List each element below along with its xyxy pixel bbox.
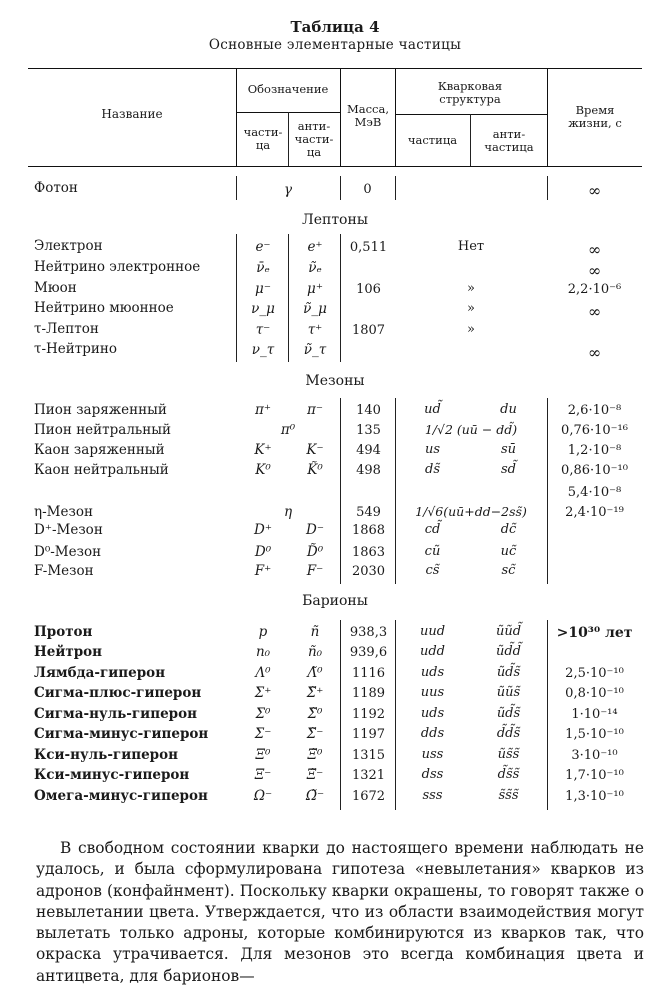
meson-quark-particle: cd̃: [424, 522, 441, 537]
baryon-quark-particle: uss: [421, 747, 444, 762]
body-paragraph: В свободном состоянии кварки до настоящего времени наблюдать не удалось, и была сформулирована гипотеза «невылетания» кварков из адронов (конфайнмент). Поскольку кварки окрашены, то говорят также о невылетании цвета. Утверждается, что из области взаимодействия могут вылетать только адроны, которые комбинируются из кварков так, что окраска утрачивается. Для мезонов это всегда комбинация цвета и антицвета, для барионов—: [36, 839, 644, 985]
lepton-antiparticle: ν̃ₑ: [308, 260, 322, 276]
col-divider-quark: [470, 114, 471, 166]
baryon-lifetime: 3·10⁻¹⁰: [571, 748, 618, 763]
baryon-quark-antiparticle: ũd̃d̃: [495, 644, 522, 659]
lepton-col-rule-3: [340, 234, 341, 362]
baryon-quark-particle: uud: [419, 624, 446, 639]
baryon-quark-antiparticle: ũũs̃: [496, 685, 521, 700]
baryon-lifetime: 2,5·10⁻¹⁰: [565, 666, 624, 681]
lepton-name: Мюон: [34, 280, 77, 296]
baryon-name: Сигма-плюс-гиперон: [34, 685, 202, 701]
meson-mass: 140: [356, 403, 381, 418]
baryon-quark-antiparticle: s̃s̃s̃: [498, 788, 519, 803]
meson-quark-particle: us: [424, 442, 441, 457]
meson-mass: 135: [356, 423, 381, 438]
baryon-name: Кси-нуль-гиперон: [34, 747, 179, 763]
baryon-lifetime: 1,5·10⁻¹⁰: [565, 727, 624, 742]
meson-mass: 498: [356, 463, 381, 478]
lepton-name: τ-Нейтрино: [34, 341, 118, 357]
photon-mass: 0: [363, 182, 372, 197]
baryon-quark-particle: udd: [419, 644, 446, 659]
baryon-quark-antiparticle: ũũd̃: [495, 624, 522, 639]
col-divider-4: [547, 68, 548, 166]
lepton-name: Нейтрино мюонное: [34, 300, 174, 316]
lepton-particle: ν̄ₑ: [256, 260, 270, 276]
baryon-quark-antiparticle: ũs̃s̃: [497, 747, 520, 762]
header-quark-particle: частица: [407, 133, 458, 147]
meson-lifetime: 2,4·10⁻¹⁹: [565, 505, 624, 520]
lepton-lifetime: ∞: [587, 302, 602, 321]
meson-particle: D⁺: [254, 522, 272, 538]
meson-antiparticle: D⁻: [306, 522, 324, 538]
meson-name: Каон заряженный: [34, 442, 165, 458]
meson-quark-antiparticle: dc̃: [500, 522, 517, 537]
baryon-antiparticle: ñ₀: [307, 644, 323, 660]
baryon-mass: 938,3: [349, 625, 388, 640]
baryon-lifetime: 1,7·10⁻¹⁰: [565, 768, 624, 783]
baryon-col-rule-life: [547, 620, 548, 810]
lepton-col-rule-1: [236, 234, 237, 362]
header-name: Название: [101, 107, 163, 121]
header-quark-structure: Кварковая структура: [437, 79, 503, 106]
lepton-lifetime: ∞: [587, 240, 602, 259]
meson-mass: 494: [356, 443, 381, 458]
meson-antiparticle: π⁻: [307, 402, 323, 418]
table-title: Таблица 4: [290, 18, 380, 36]
meson-particle: D⁰: [254, 544, 272, 560]
meson-antiparticle: K̃⁰: [307, 462, 323, 478]
baryon-antiparticle: Σ̃⁻: [306, 726, 324, 742]
header-particle: части-ца: [243, 125, 283, 152]
baryon-name: Протон: [34, 624, 93, 640]
lepton-name: Нейтрино электронное: [34, 259, 201, 275]
lepton-col-rule-2: [288, 234, 289, 362]
baryon-particle: Σ⁰: [255, 706, 271, 722]
baryon-quark-particle: uus: [420, 685, 445, 700]
lepton-mass: 106: [356, 282, 381, 297]
meson-mass: 2030: [351, 564, 386, 579]
meson-particle: F⁺: [254, 563, 272, 579]
header-bottom-rule: [28, 166, 642, 167]
meson-col-rule-life: [547, 398, 548, 584]
meson-quark-particle: ds̃: [425, 462, 440, 477]
baryon-col-rule-quark: [395, 620, 396, 810]
baryon-quark-particle: sss: [422, 788, 443, 803]
baryon-particle: Ω⁻: [253, 788, 273, 804]
col-divider-2: [340, 68, 341, 166]
lepton-lifetime: ∞: [587, 343, 602, 362]
baryon-mass: 1321: [351, 768, 386, 783]
meson-quark-particle: 1/√6(uū+dd−2ss̃): [415, 504, 527, 519]
meson-col-rule-mass: [340, 398, 341, 584]
meson-col-rule-quark: [395, 398, 396, 584]
baryon-quark-antiparticle: d̃d̃s̃: [496, 726, 521, 741]
baryon-name: Лямбда-гиперон: [34, 665, 166, 681]
meson-name: Каон нейтральный: [34, 462, 169, 478]
lepton-lifetime: ∞: [587, 261, 602, 280]
meson-quark-antiparticle: sd̃: [501, 462, 516, 477]
col-divider-designation: [288, 112, 289, 166]
photon-symbol: γ: [283, 182, 293, 198]
meson-antiparticle: D̃⁰: [306, 544, 324, 560]
lepton-quark: »: [467, 301, 475, 316]
lepton-mass: 0,511: [349, 240, 388, 255]
header-lifetime: Время жизни, с: [568, 103, 622, 130]
meson-quark-particle: cs̃: [425, 563, 440, 578]
meson-quark-particle: cũ: [424, 544, 441, 559]
lepton-lifetime: 2,2·10⁻⁶: [567, 282, 622, 297]
lepton-antiparticle: μ⁺: [307, 281, 323, 297]
baryon-mass: 1197: [351, 727, 386, 742]
lepton-name: τ-Лептон: [34, 321, 99, 337]
header-mass: Масса, МэВ: [346, 102, 390, 129]
baryon-quark-particle: uds: [420, 706, 445, 721]
baryon-lifetime: >10³⁰ лет: [556, 625, 633, 641]
photon-lifetime: ∞: [587, 181, 602, 200]
lepton-particle: ν_μ: [251, 301, 275, 317]
lepton-antiparticle: ν̃_τ: [303, 342, 327, 358]
baryon-particle: Σ⁻: [254, 726, 272, 742]
baryon-antiparticle: Ξ̃⁰: [307, 747, 323, 763]
section-leptons: Лептоны: [302, 212, 368, 228]
meson-quark-particle: ud̃: [424, 402, 441, 417]
meson-quark-antiparticle: uc̃: [500, 544, 517, 559]
meson-quark-particle: 1/√2 (uū − dd̃): [424, 422, 518, 437]
header-designation: Обозначение: [247, 82, 329, 96]
meson-name: F-Мезон: [34, 563, 94, 579]
section-baryons: Барионы: [302, 593, 368, 609]
meson-particle: η: [283, 504, 293, 520]
meson-particle: π⁰: [280, 422, 296, 438]
lepton-particle: τ⁻: [255, 322, 271, 338]
baryon-quark-antiparticle: ũd̃s̃: [496, 665, 521, 680]
meson-quark-antiparticle: du: [500, 402, 517, 417]
baryon-lifetime: 0,8·10⁻¹⁰: [565, 686, 624, 701]
meson-mass: 549: [356, 505, 381, 520]
photon-quark-rule: [395, 176, 396, 200]
baryon-name: Омега-минус-гиперон: [34, 788, 208, 804]
lepton-quark: Нет: [457, 239, 485, 254]
baryon-quark-particle: uds: [420, 665, 445, 680]
meson-lifetime: 2,6·10⁻⁸: [567, 403, 622, 418]
baryon-antiparticle: ñ: [310, 624, 320, 640]
lepton-quark: »: [467, 322, 475, 337]
meson-particle: K⁺: [254, 442, 272, 458]
meson-quark-antiparticle: sc̃: [501, 563, 516, 578]
baryon-mass: 1672: [351, 789, 386, 804]
baryon-antiparticle: Ω̃⁻: [305, 788, 325, 804]
meson-antiparticle: K⁻: [306, 442, 324, 458]
baryon-particle: n₀: [255, 644, 271, 660]
lepton-name: Электрон: [34, 238, 103, 254]
meson-lifetime: 5,4·10⁻⁸: [567, 485, 622, 500]
quark-divider: [395, 114, 547, 115]
baryon-quark-particle: dss: [421, 767, 444, 782]
baryon-mass: 1189: [351, 686, 386, 701]
lepton-particle: e⁻: [255, 239, 271, 255]
baryon-name: Нейтрон: [34, 644, 103, 660]
baryon-col-rule-mass: [340, 620, 341, 810]
meson-antiparticle: F⁻: [306, 563, 324, 579]
col-divider-3: [395, 68, 396, 166]
table-subtitle: Основные элементарные частицы: [208, 37, 462, 53]
baryon-particle: p: [258, 624, 268, 640]
lepton-quark: »: [467, 281, 475, 296]
lepton-particle: μ⁻: [255, 281, 271, 297]
baryon-mass: 1116: [351, 666, 386, 681]
lepton-mass: 1807: [351, 323, 386, 338]
lepton-antiparticle: τ⁺: [307, 322, 323, 338]
header-quark-antiparticle: анти-частица: [484, 127, 534, 154]
meson-lifetime: 0,76·10⁻¹⁶: [561, 423, 628, 438]
baryon-particle: Ξ⁻: [254, 767, 272, 783]
lepton-particle: ν_τ: [251, 342, 275, 358]
baryon-mass: 939,6: [349, 645, 388, 660]
baryon-name: Кси-минус-гиперон: [34, 767, 190, 783]
meson-name: Пион заряженный: [34, 402, 167, 418]
baryon-antiparticle: Λ̃⁰: [307, 665, 323, 681]
baryon-quark-antiparticle: d̃s̃s̃: [497, 767, 520, 782]
baryon-particle: Σ⁺: [254, 685, 272, 701]
meson-name: η-Мезон: [34, 504, 93, 520]
meson-lifetime: 0,86·10⁻¹⁰: [561, 463, 628, 478]
baryon-particle: Ξ⁰: [255, 747, 271, 763]
meson-name: D⁺-Мезон: [34, 522, 103, 538]
baryon-antiparticle: Σ̃⁰: [307, 706, 323, 722]
meson-lifetime: 1,2·10⁻⁸: [567, 443, 622, 458]
baryon-antiparticle: Σ̃⁺: [306, 685, 324, 701]
baryon-mass: 1315: [351, 748, 386, 763]
lepton-antiparticle: e⁺: [307, 239, 323, 255]
photon-name: Фотон: [34, 180, 78, 196]
baryon-name: Сигма-минус-гиперон: [34, 726, 209, 742]
baryon-quark-antiparticle: ũd̃s̃: [496, 706, 521, 721]
meson-particle: π⁺: [255, 402, 271, 418]
table-top-rule: [28, 68, 642, 69]
section-mesons: Мезоны: [305, 373, 365, 389]
header-antiparticle: анти-части-ца: [294, 119, 334, 159]
meson-name: Пион нейтральный: [34, 422, 171, 438]
baryon-quark-particle: dds: [420, 726, 445, 741]
meson-particle: K⁰: [255, 462, 271, 478]
baryon-lifetime: 1·10⁻¹⁴: [571, 707, 618, 722]
baryon-lifetime: 1,3·10⁻¹⁰: [565, 789, 624, 804]
baryon-antiparticle: Ξ̃⁻: [306, 767, 324, 783]
meson-name: D⁰-Мезон: [34, 544, 102, 560]
baryon-particle: Λ⁰: [255, 665, 271, 681]
meson-quark-antiparticle: sū: [500, 442, 517, 457]
baryon-mass: 1192: [351, 707, 386, 722]
baryon-name: Сигма-нуль-гиперон: [34, 706, 197, 722]
meson-mass: 1863: [351, 545, 386, 560]
lepton-antiparticle: ν̃_μ: [303, 301, 327, 317]
meson-mass: 1868: [351, 523, 386, 538]
